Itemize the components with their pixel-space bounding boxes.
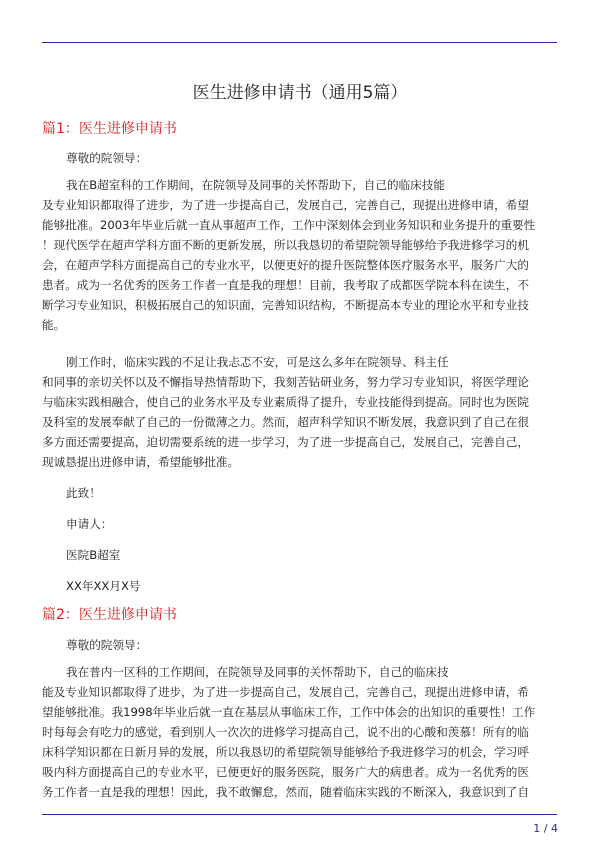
text-line: 时每每会有吃力的感觉，看到别人一次次的进修学习提高自己，说不出的心酸和羡慕！所有的临: [42, 725, 529, 739]
text-line: 能够批准。2003年毕业后就一直从事超声工作，工作中深刻体会到业务知识和业务提升的重要性: [42, 218, 536, 232]
text-line: 望能够批准。我1998年毕业后就一直在基层从事临床工作，工作中体会的出知识的重要性！工作: [42, 705, 536, 719]
text-line: 多方面还需要提高，迫切需要系统的进一步学习，为了进一步提高自己，发展自己，完善自己，: [42, 435, 529, 449]
section-1-date: XX年XX月X号: [66, 579, 141, 593]
top-rule: [42, 42, 557, 43]
section-1-salutation: 尊敬的院领导：: [66, 151, 148, 165]
section-1-paragraph-1: [42, 175, 557, 335]
text-line: 与临床实践相融合，使自己的业务水平及专业素质得了提升，专业技能得到提高。同时也为医院: [42, 395, 529, 409]
document-title: 医生进修申请书（通用5篇）: [192, 83, 408, 103]
text-line: 我在普内一区科的工作期间，在院领导及同事的关怀帮助下，自己的临床技: [66, 665, 449, 679]
text-line: 及科室的发展奉献了自己的一份微薄之力。然而，超声科学知识不断发展，我意识到了自己在很: [42, 415, 529, 429]
section-1-paragraph-2: [42, 352, 557, 472]
section-1-applicant-label: 申请人：: [66, 517, 113, 531]
text-line: 会，在超声学科方面提高自己的专业水平，以便更好的提升医院整体医疗服务水平，服务广大的: [42, 258, 529, 272]
text-line: ！现代医学在超声学科方面不断的更新发展，所以我恳切的希望院领导能够给予我进修学习的机: [42, 238, 529, 252]
page-number: 1 / 4: [533, 822, 558, 835]
text-line: 和同事的亲切关怀以及不懈指导热情帮助下，我刻苦钻研业务，努力学习专业知识，将医学理论: [42, 375, 529, 389]
section-2-salutation: 尊敬的院领导：: [66, 638, 148, 652]
text-line: 患者。成为一名优秀的医务工作者一直是我的理想！目前，我考取了成都医学院本科在读生，不: [42, 278, 529, 292]
text-line: 床科学知识都在日新月异的发展，所以我恳切的希望院领导能够给予我进修学习的机会，学习呼: [42, 745, 529, 759]
text-line: 及专业知识都取得了进步，为了进一步提高自己，发展自己，完善自己，现提出进修申请，希望: [42, 198, 529, 212]
section-1-department: 医院B超室: [66, 548, 121, 562]
section-1-closing: 此致！: [66, 486, 101, 500]
section-1-heading: 篇1：医生进修申请书: [42, 121, 177, 137]
text-line: 我在B超室科的工作期间，在院领导及同事的关怀帮助下，自己的临床技能: [66, 178, 445, 192]
text-line: 断学习专业知识，积极拓展自己的知识面，完善知识结构，不断提高本专业的理论水平和专业技: [42, 298, 529, 312]
section-2-heading: 篇2：医生进修申请书: [42, 607, 177, 623]
text-line: 能。: [42, 318, 66, 332]
bottom-rule: [42, 814, 557, 815]
section-2-paragraph-1: [42, 662, 557, 802]
text-line: 务工作者一直是我的理想！因此，我不敢懈怠，然而，随着临床实践的不断深入，我意识到了自: [42, 785, 529, 799]
text-line: 现诚恳提出进修申请，希望能够批准。: [42, 455, 240, 469]
text-line: 能及专业知识都取得了进步，为了进一步提高自己，发展自己，完善自己，现提出进修申请，希: [42, 685, 529, 699]
text-line: 刚工作时，临床实践的不足让我忐忑不安，可是这么多年在院领导、科主任: [66, 355, 449, 369]
text-line: 吸内科方面提高自己的专业水平，已便更好的服务医院，服务广大的病患者。成为一名优秀的医: [42, 765, 529, 779]
